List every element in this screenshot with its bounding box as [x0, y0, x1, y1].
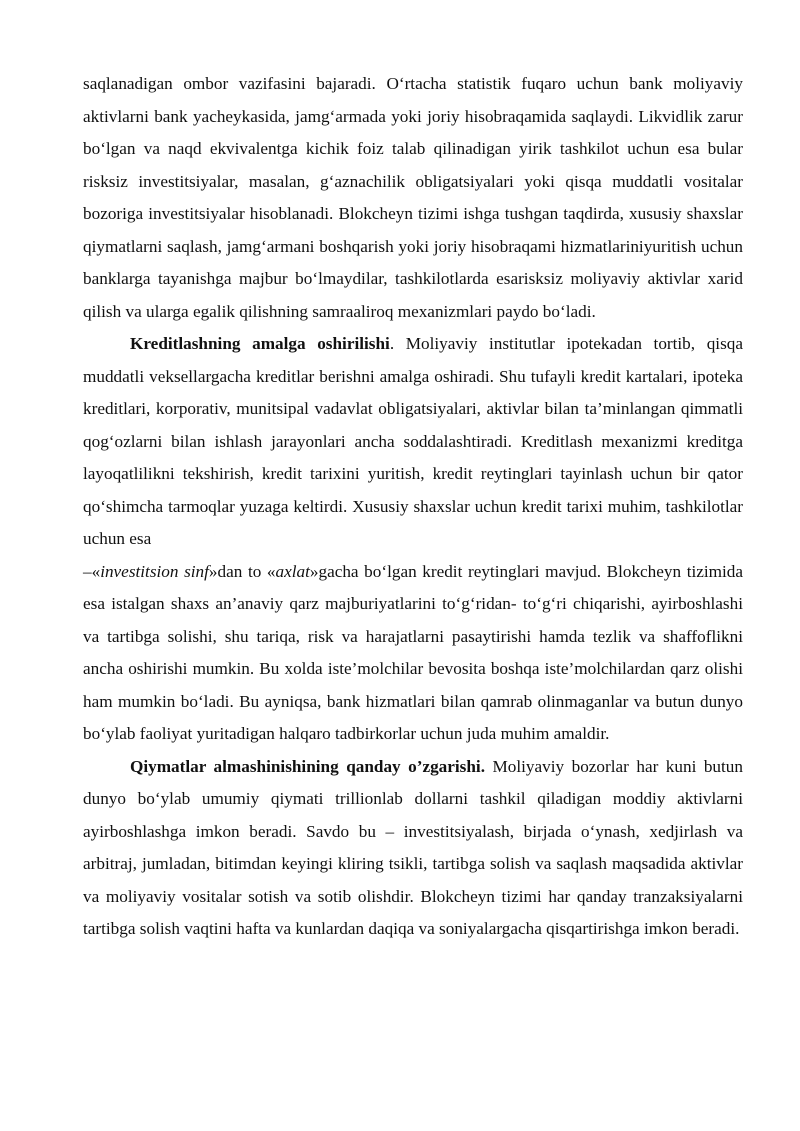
paragraph-lending	[83, 328, 743, 556]
paragraph-value-exchange-text: Moliyaviy bozorlar har kuni butun dunyo bo‘ylab umumiy qiymati trillionlab dollarni tashkil qiladigan moddiy aktivlarni ayirboshlashga imkon beradi. Savdo bu – investitsiyalash, birjada o‘ynash, xedjirlash va arbitraj, jumladan, bitimdan keyingi kliring tsikli, tartibga solish va saqlash maqsadida aktivlar va moliyaviy vositalar sotish va sotib olishdir. Blokcheyn tizimi har qanday tranzaksiyalarni tartibga solish vaqtini hafta va kunlardan daqiqa va soniyalargacha qisqartirishga imkon beradi.	[83, 756, 743, 938]
quote-mid: »dan to «	[208, 561, 276, 581]
heading-value-exchange: Qiymatlar almashinishining qanday o’zgarishi.	[130, 756, 485, 776]
paragraph-value-exchange	[83, 751, 743, 946]
paragraph-credit-ratings-text: »gacha bo‘lgan kredit reytinglari mavjud. Blokcheyn tizimida esa istalgan shaxs an’anaviy qarz majburiyatlarini to‘g‘ridan- to‘g‘ri chiqarishi, ayirboshlashi va tartibga solishi, shu tariqa, risk va harajatlarni pasaytirishi hamda tezlik va shaffoflikni ancha oshirishi mumkin. Bu xolda iste’molchilar bevosita boshqa iste’molchilardan qarz olishi ham mumkin bo‘ladi. Bu ayniqsa, bank hizmatlari bilan qamrab olinmaganlar va butun dunyo bo‘ylab faoliyat yuritadigan halqaro tadbirkorlar uchun juda muhim amaldir.	[83, 561, 744, 743]
paragraph-lending-text: . Moliyaviy institutlar ipotekadan tortib, qisqa muddatli veksellargacha kreditlar berishni amalga oshiradi. Shu tufayli kredit kartalari, ipoteka kreditlari, korporativ, munitsipal vadavlat obligatsiyalari, aktivlar bilan ta’minlangan qimmatli qog‘ozlarni bilan ishlash jarayonlari ancha soddalashtiradi. Kreditlash mexanizmi kreditga layoqatlilikni tekshirish, kredit tarixini yuritish, kredit reytinglari tayinlash uchun bir qator qo‘shimcha tarmoqlar yuzaga keltirdi. Xususiy shaxslar uchun kredit tarixi muhim, tashkilotlar uchun esa	[83, 334, 743, 548]
quote-open: –«	[83, 561, 101, 581]
heading-lending: Kreditlashning amalga oshirilishi	[130, 334, 390, 353]
document-page	[83, 68, 743, 946]
paragraph-credit-ratings	[83, 556, 743, 751]
term-junk: axlat	[275, 561, 310, 581]
paragraph-storage: saqlanadigan ombor vazifasini bajaradi. O‘rtacha statistik fuqaro uchun bank moliyaviy aktivlarni bank yacheykasida, jamg‘armada yoki joriy hisobraqamida saqlaydi. Likvidlik zarur bo‘lgan va naqd ekvivalentga kichik foiz talab qilinadigan yirik tashkilot uchun esa bular risksiz investitsiyalar, masalan, g‘aznachilik obligatsiyalari yoki qisqa muddatli vositalar bozoriga investitsiyalar hisoblanadi. Blokcheyn tizimi ishga tushgan taqdirda, xususiy shaxslar qiymatlarni saqlash, jamg‘armani boshqarish yoki joriy hisobraqami hizmatlariniyuritish uchun banklarga tayanishga majbur bo‘lmaydilar, tashkilotlarda esarisksiz moliyaviy aktivlar xarid qilish va ularga egalik qilishning samraaliroq mexanizmlari paydo bo‘ladi.	[83, 74, 743, 321]
term-investment-grade: investitsion sinf	[100, 561, 209, 581]
